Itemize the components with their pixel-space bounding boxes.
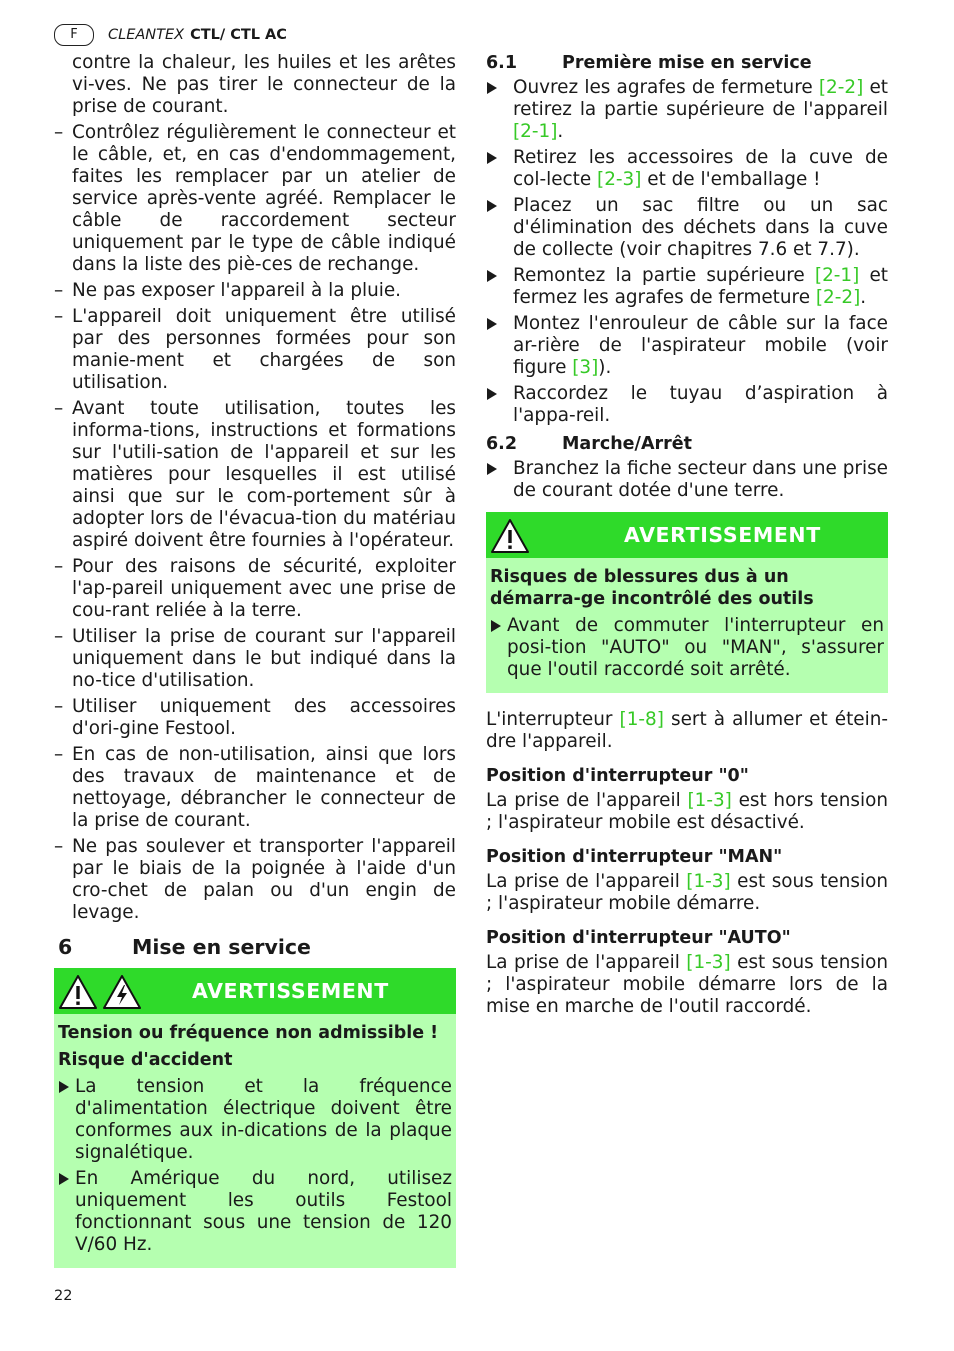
list-item — [490, 615, 884, 681]
list-item — [486, 77, 888, 143]
subsection-number: 6.1 — [486, 53, 518, 73]
figure-reference: [1-3] — [687, 790, 732, 811]
position-heading: Position d'interrupteur "MAN" — [486, 847, 783, 867]
header-model: CTL/ CTL AC — [190, 27, 287, 43]
right-column — [486, 52, 888, 1026]
warning-box — [54, 968, 456, 1268]
list-item — [486, 265, 888, 309]
steps-list — [486, 77, 888, 427]
step-text: Ouvrez les agrafes de fermeture — [513, 77, 819, 98]
warning-subtitle: Risque d'accident — [58, 1050, 233, 1070]
paragraph-text: L'interrupteur — [486, 709, 620, 730]
warning-subtitle: Risques de blessures dus à un démarra-ge incontrôlé des outils — [490, 567, 814, 609]
paragraph-text: est sous tension ; l'aspirateur mobile démarre lors de la mise en marche de l'outil raccordé. — [486, 952, 888, 1017]
steps-list — [486, 458, 888, 502]
list-item: – Ne pas soulever et transporter l'appareil par le biais de la poignée à l'aide d'un cro-chet de palan ou d'un engin de levage. — [54, 836, 456, 924]
bullet-triangle-icon — [59, 1173, 69, 1185]
list-item — [486, 147, 888, 191]
step-text: Remontez la partie supérieure — [513, 265, 815, 286]
paragraph-text: sert à allumer et étein-dre l'appareil. — [486, 709, 888, 752]
switch-paragraph — [486, 709, 888, 753]
bullet-triangle-icon — [487, 200, 497, 212]
page-number: 22 — [54, 1288, 73, 1304]
list-item — [58, 1168, 452, 1256]
section-heading — [54, 936, 456, 958]
list-item — [486, 313, 888, 379]
warning-body — [486, 558, 888, 693]
warning-triangle-icon — [58, 974, 98, 1010]
figure-reference: [1-3] — [686, 871, 731, 892]
bullet-triangle-icon — [487, 463, 497, 475]
figure-reference: [1-3] — [686, 952, 731, 973]
header-brand: CLEANTEX — [108, 27, 185, 43]
list-item — [486, 195, 888, 261]
paragraph-text: La prise de l'appareil — [486, 952, 687, 973]
bullet-triangle-icon — [487, 152, 497, 164]
position-paragraph — [486, 871, 888, 915]
step-text: Branchez la fiche secteur dans une prise de courant dotée d'une terre. — [513, 458, 888, 501]
warning-item-text: La tension et la fréquence d'alimentation électrique doivent être conformes aux in-dications de la plaque signalétique. — [75, 1076, 452, 1163]
step-text: Raccordez le tuyau d’aspiration à l'appa-reil. — [513, 383, 888, 426]
step-text: et fermez les agrafes de fermeture — [513, 265, 888, 308]
step-text: ). — [598, 357, 612, 378]
bullet-triangle-icon — [487, 270, 497, 282]
list-item — [486, 383, 888, 427]
warning-header — [54, 968, 456, 1014]
list-item — [486, 458, 888, 502]
electrical-hazard-icon — [102, 974, 142, 1010]
figure-reference: [1-8] — [619, 709, 664, 730]
left-column — [54, 52, 456, 1268]
subsection-heading — [486, 52, 888, 74]
step-text: et retirez la partie supérieure de l'appareil — [513, 77, 888, 120]
list-item: – Utiliser uniquement des accessoires d'ori-gine Festool. — [54, 696, 456, 740]
step-text: Retirez les accessoires de la cuve de col-lecte — [513, 147, 888, 190]
warning-list — [490, 615, 884, 681]
paragraph-text: est hors tension ; l'aspirateur mobile est désactivé. — [486, 790, 888, 833]
page-header — [54, 23, 287, 47]
warning-box — [486, 512, 888, 693]
list-item: – Ne pas exposer l'appareil à la pluie. — [54, 280, 456, 302]
warning-header — [486, 512, 888, 558]
subsection-title: Première mise en service — [562, 53, 812, 73]
bullet-triangle-icon — [487, 318, 497, 330]
warning-item-text: En Amérique du nord, utilisez uniquement les outils Festool fonctionnant sous une tension de 120 V/60 Hz. — [75, 1168, 452, 1255]
warning-subtitle: Tension ou fréquence non admissible ! — [58, 1023, 439, 1043]
paragraph-text: est sous tension ; l'aspirateur mobile démarre. — [486, 871, 888, 914]
position-paragraph — [486, 790, 888, 834]
section-title: Mise en service — [132, 935, 311, 959]
step-text: . — [860, 287, 867, 308]
list-item: – L'appareil doit uniquement être utilisé par des personnes formées pour son manie-ment et chargées de son utilisation. — [54, 306, 456, 394]
subsection-heading — [486, 433, 888, 455]
step-text: Placez un sac filtre ou un sac d'élimination des déchets dans la cuve de collecte (voir chapitres 7.6 et 7.7). — [513, 195, 888, 260]
continuation-text: contre la chaleur, les huiles et les arêtes vi-ves. Ne pas tirer le connecteur de la prise de courant. — [72, 52, 456, 117]
step-text: . — [557, 121, 564, 142]
list-item — [58, 1076, 452, 1164]
subsection-number: 6.2 — [486, 434, 518, 454]
figure-reference: [2-1] — [814, 265, 860, 286]
position-paragraph — [486, 952, 888, 1018]
figure-reference: [2-1] — [513, 121, 558, 142]
list-item: – En cas de non-utilisation, ainsi que lors des travaux de maintenance et de nettoyage, débrancher le connecteur de la prise de courant. — [54, 744, 456, 832]
bullet-triangle-icon — [491, 620, 501, 632]
warning-title: AVERTISSEMENT — [624, 523, 821, 547]
warning-list — [58, 1076, 452, 1256]
paragraph-text: La prise de l'appareil — [486, 871, 687, 892]
figure-reference: [2-2] — [815, 287, 861, 308]
list-item: – Pour des raisons de sécurité, exploiter l'ap-pareil uniquement avec une prise de cou-rant reliée à la terre. — [54, 556, 456, 622]
position-heading: Position d'interrupteur "AUTO" — [486, 928, 791, 948]
figure-reference: [2-2] — [818, 77, 864, 98]
warning-triangle-icon — [490, 518, 530, 554]
position-heading: Position d'interrupteur "0" — [486, 766, 749, 786]
subsection-title: Marche/Arrêt — [562, 434, 692, 454]
list-item: – Contrôlez régulièrement le connecteur et le câble, et, en cas d'endommagement, faites les remplacer par un atelier de service après-vente agréé. Remplacer le câble de raccordement secteur uniquement par le type de câble indiqué dans la liste des piè-ces de rechange. — [54, 122, 456, 276]
bullet-triangle-icon — [487, 388, 497, 400]
list-item: – Utiliser la prise de courant sur l'appareil uniquement dans le but indiqué dans la no-tice d'utilisation. — [54, 626, 456, 692]
safety-list — [54, 122, 456, 924]
warning-item-text: Avant de commuter l'interrupteur en posi-tion "AUTO" ou "MAN", s'assurer que l'outil raccordé soit arrêté. — [507, 615, 884, 680]
step-text: Montez l'enrouleur de câble sur la face ar-rière de l'aspirateur mobile (voir figure — [513, 313, 888, 378]
section-number: 6 — [58, 935, 73, 959]
bullet-triangle-icon — [59, 1081, 69, 1093]
paragraph-text: La prise de l'appareil — [486, 790, 688, 811]
bullet-triangle-icon — [487, 82, 497, 94]
warning-title: AVERTISSEMENT — [192, 979, 389, 1003]
warning-body — [54, 1014, 456, 1268]
figure-reference: [2-3] — [597, 169, 642, 190]
list-item: – Avant toute utilisation, toutes les informa-tions, instructions et formations sur l'utili-sation de l'appareil et sur les matières pour lesquelles il est utilisé ainsi que sur le com-portement sûr à adopter lors de l'évacua-tion du matériau aspiré doivent être fournies à l'opérateur. — [54, 398, 456, 552]
language-badge: F — [54, 24, 94, 46]
figure-reference: [3] — [572, 357, 599, 378]
step-text: et de l'emballage ! — [641, 169, 821, 190]
